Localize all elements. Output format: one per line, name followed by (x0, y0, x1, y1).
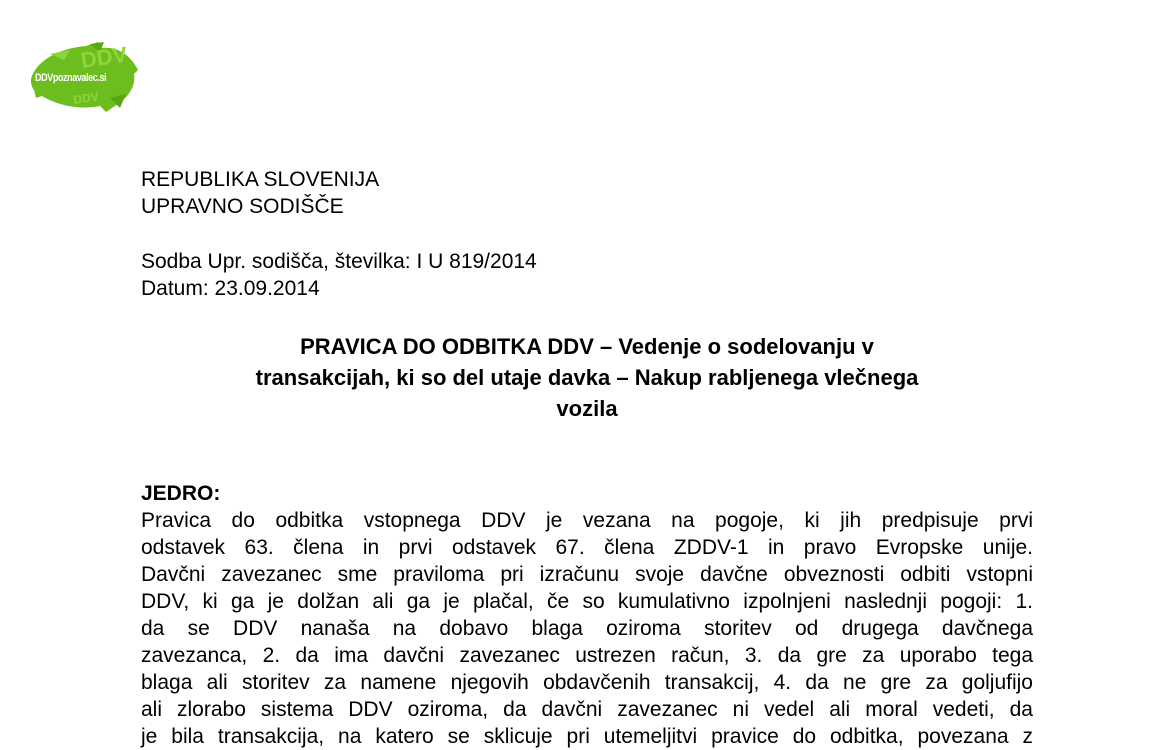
title-line-3: vozila (556, 396, 618, 421)
body-line: DDV, ki ga je dolžan ali ga je plačal, če so kumulativno izpolnjeni naslednji pogoji: 1. (141, 590, 1033, 613)
body-line: je bila transakcija, na katero se sklicuje pri utemeljitvi pravice do odbitka, povezana z (141, 725, 1033, 748)
case-number: Sodba Upr. sodišča, številka: I U 819/2014 (141, 250, 537, 273)
logo-small-letters: DDV (72, 89, 100, 107)
jedro-body (141, 507, 1033, 750)
country-name: REPUBLIKA SLOVENIJA (141, 168, 380, 191)
court-header (141, 166, 379, 220)
body-line: zavezanca, 2. da ima davčni zavezanec ustrezen račun, 3. da gre za uporabo tega (141, 644, 1033, 667)
body-line: Davčni zavezanec sme praviloma pri izračunu svoje davčne obveznosti odbiti vstopni (141, 563, 1033, 586)
body-line: blaga ali storitev za namene njegovih obdavčenih transakcij, 4. da ne gre za goljufijo (141, 671, 1033, 694)
title-line-2: transakcijah, ki so del utaje davka – Nakup rabljenega vlečnega (255, 365, 919, 390)
body-line: odstavek 63. člena in prvi odstavek 67. člena ZDDV-1 in pravo Evropske unije. (141, 536, 1033, 559)
body-line: da se DDV nanaša na dobavo blaga oziroma storitev od drugega davčnega (141, 617, 1033, 640)
title-line-1: PRAVICA DO ODBITKA DDV – Vedenje o sodelovanju v (300, 334, 874, 359)
logo-big-letters: DDV (79, 41, 129, 73)
jedro-heading: JEDRO: (141, 482, 221, 505)
document-title (141, 331, 1033, 424)
body-line: ali zlorabo sistema DDV oziroma, da davčni zavezanec ni vedel ali moral vedeti, da (141, 698, 1033, 721)
court-name: UPRAVNO SODIŠČE (141, 195, 344, 218)
logo-wordmark: DDVpoznavalec.si (35, 72, 107, 84)
body-line: Pravica do odbitka vstopnega DDV je vezana na pogoje, ki jih predpisuje prvi (141, 509, 1033, 532)
case-date: Datum: 23.09.2014 (141, 277, 320, 300)
ddvpoznavalec-logo (30, 40, 140, 114)
case-info (141, 248, 537, 302)
